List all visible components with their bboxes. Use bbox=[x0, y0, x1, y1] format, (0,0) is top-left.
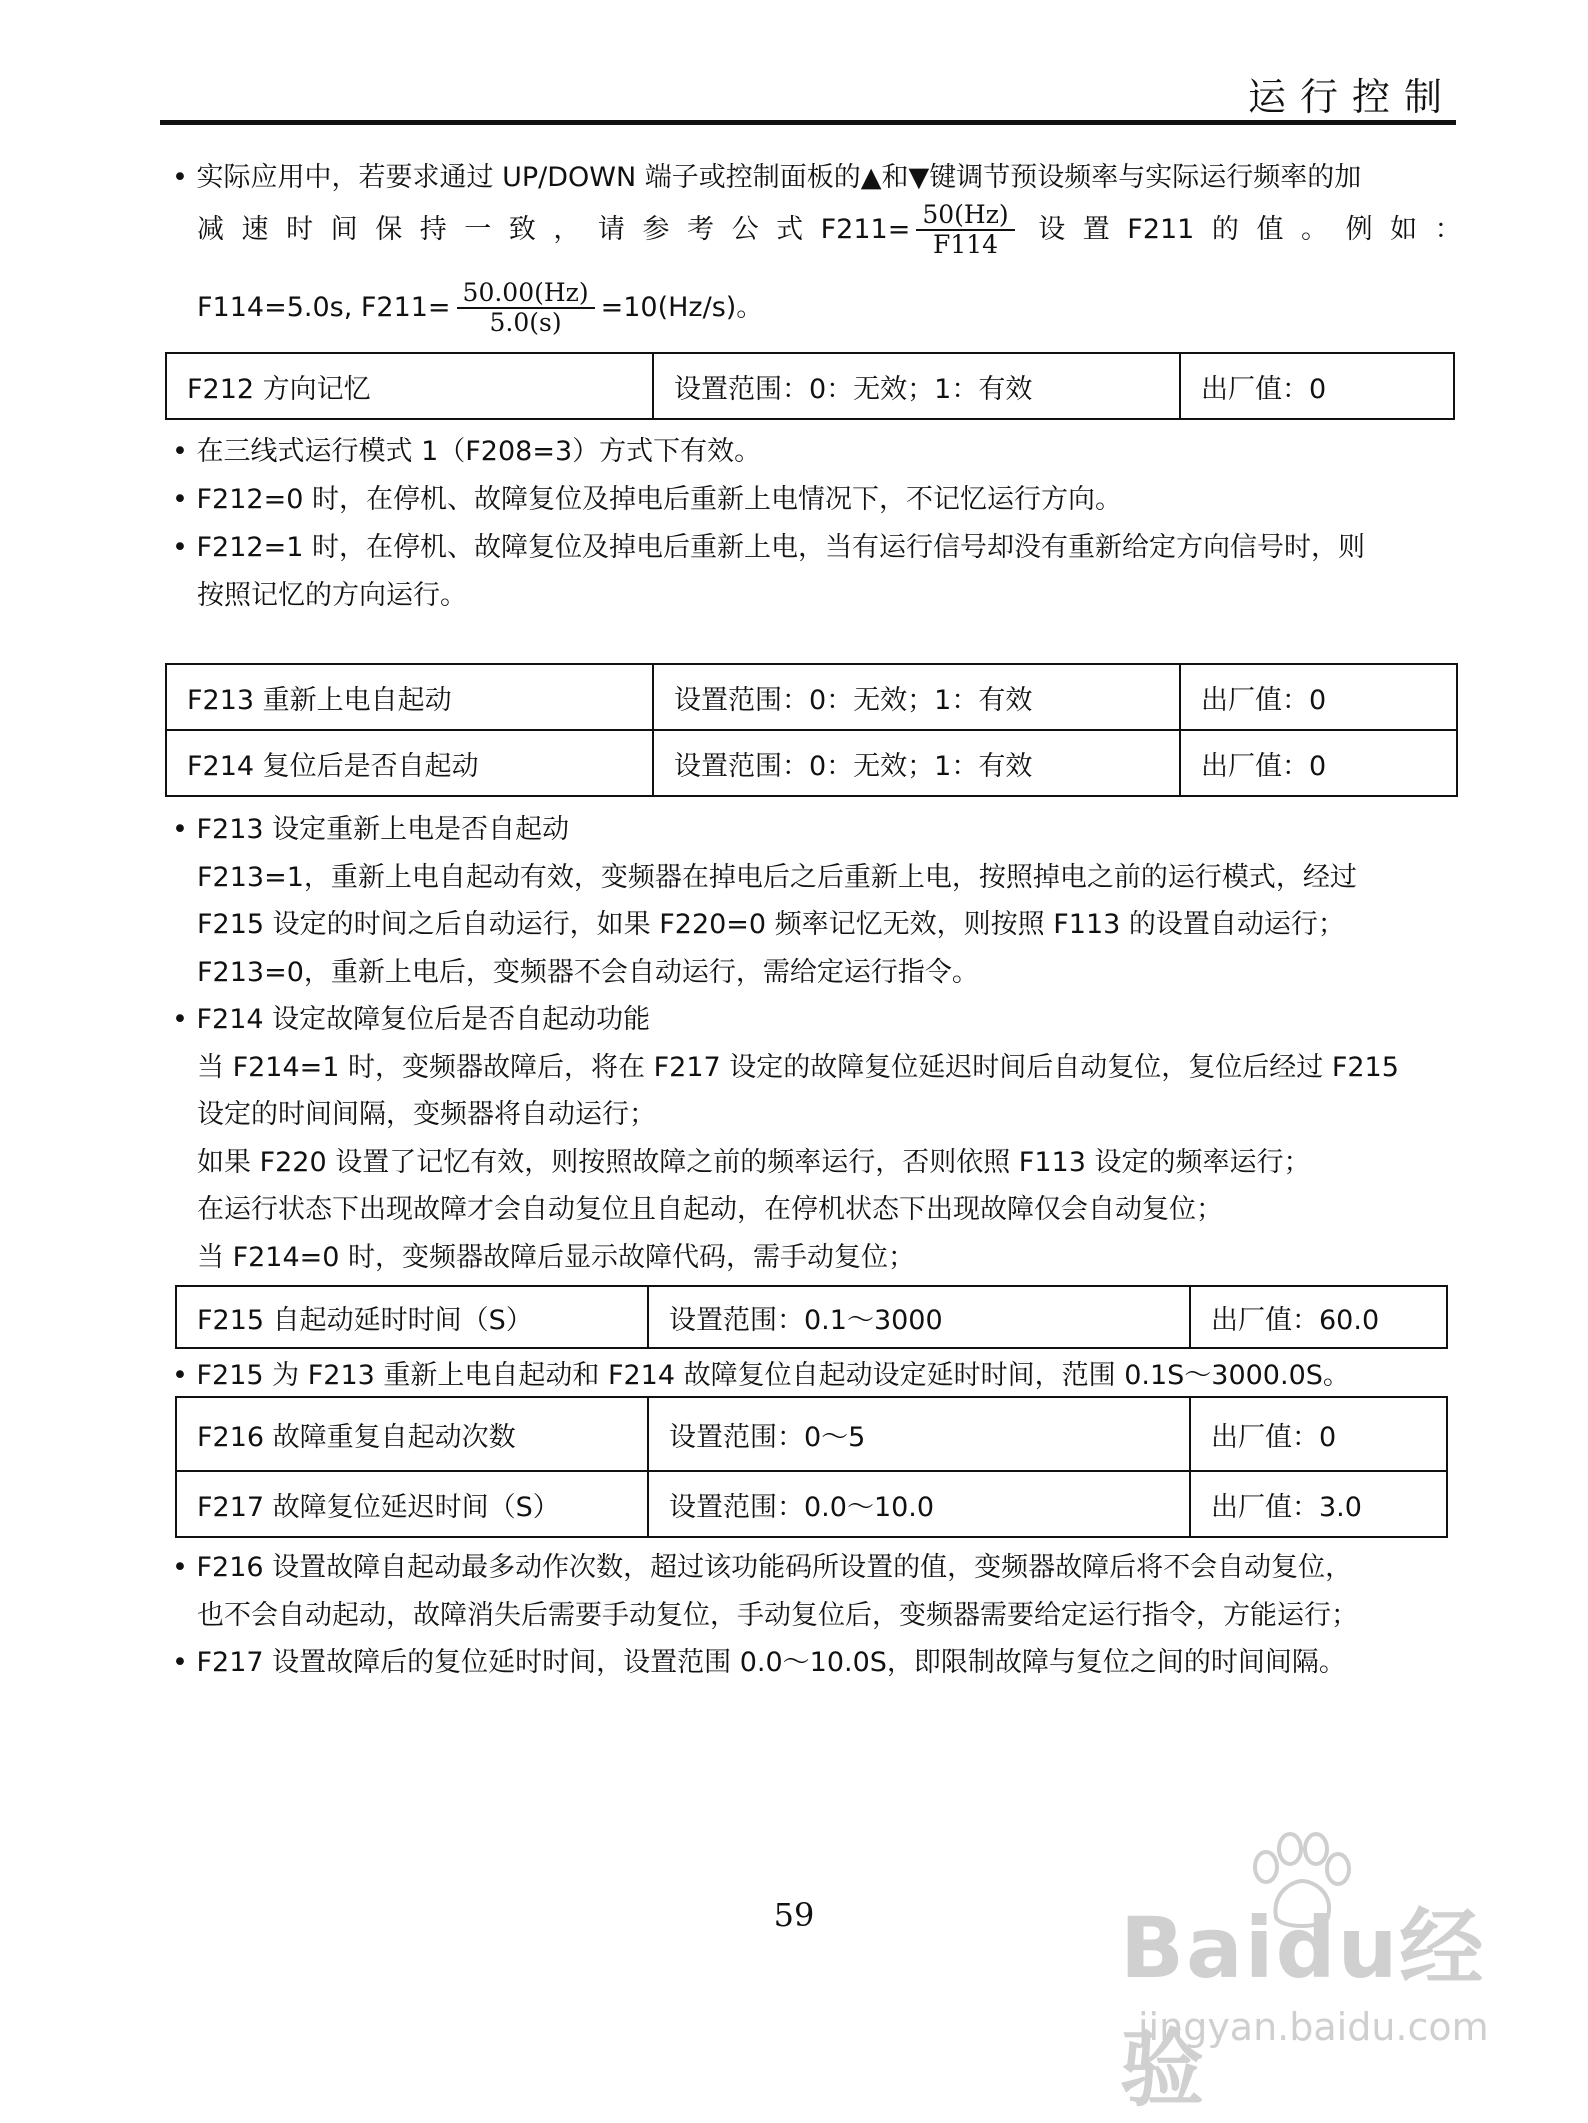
intro-word: 如 bbox=[1390, 214, 1418, 245]
baidu-watermark bbox=[1120, 1825, 1500, 2118]
param-range-cell: 设置范围：0～5 bbox=[648, 1397, 1190, 1471]
fraction-numerator: 50.00(Hz) bbox=[457, 279, 595, 309]
intro-word: 参 bbox=[642, 214, 670, 245]
table-row bbox=[166, 730, 1457, 796]
param-name-cell: F214 复位后是否自起动 bbox=[166, 730, 653, 796]
watermark-url-text: jingyan.baidu.com bbox=[1138, 2005, 1489, 2049]
intro-word: 请 bbox=[597, 214, 625, 245]
intro-word: 设 bbox=[1038, 214, 1066, 245]
param-name-cell: F217 故障复位延迟时间（S） bbox=[176, 1471, 648, 1537]
note-line: • F212=0 时，在停机、故障复位及掉电后重新上电情况下，不记忆运行方向。 bbox=[172, 484, 1122, 515]
intro-line-2 bbox=[197, 200, 1462, 260]
fraction bbox=[916, 201, 1014, 259]
param-default-cell: 出厂值：0 bbox=[1180, 664, 1457, 730]
note-line: • 在三线式运行模式 1（F208=3）方式下有效。 bbox=[172, 436, 762, 467]
watermark-logo-text: Baidu经验 bbox=[1120, 1899, 1486, 2118]
note-line: 如果 F220 设置了记忆有效，则按照故障之前的频率运行，否则依照 F113 设定的频率运行； bbox=[197, 1147, 1311, 1178]
note-line: 当 F214=1 时，变频器故障后，将在 F217 设定的故障复位延迟时间后自动复位，复位后经过 F215 bbox=[197, 1052, 1399, 1083]
param-default-cell: 出厂值：0 bbox=[1180, 730, 1457, 796]
intro-word: 例 bbox=[1345, 214, 1373, 245]
note-line: • F217 设置故障后的复位延时时间，设置范围 0.0～10.0S，即限制故障与复位之间的时间间隔。 bbox=[172, 1647, 1346, 1678]
param-table-f213-f214 bbox=[165, 663, 1458, 797]
fraction-denominator: F114 bbox=[932, 230, 999, 259]
table-row bbox=[166, 664, 1457, 730]
fraction-numerator: 50(Hz) bbox=[916, 201, 1014, 231]
param-range-cell: 设置范围：0.1～3000 bbox=[648, 1286, 1190, 1348]
intro-word: 一 bbox=[464, 214, 492, 245]
note-line: 按照记忆的方向运行。 bbox=[197, 580, 467, 611]
intro-line-1: • 实际应用中，若要求通过 UP/DOWN 端子或控制面板的▲和▼键调节预设频率与实际运行频率的加 bbox=[172, 162, 1362, 193]
param-default-cell: 出厂值：3.0 bbox=[1190, 1471, 1447, 1537]
note-line: 设定的时间间隔，变频器将自动运行； bbox=[197, 1099, 656, 1130]
param-default-cell: 出厂值：0 bbox=[1180, 353, 1454, 419]
table-row bbox=[176, 1397, 1447, 1471]
header-rule bbox=[160, 120, 1456, 125]
param-range-cell: 设置范围：0：无效；1：有效 bbox=[653, 730, 1180, 796]
intro-word: 致 bbox=[508, 214, 536, 245]
param-default-cell: 出厂值：60.0 bbox=[1190, 1286, 1447, 1348]
note-line: 在运行状态下出现故障才会自动复位且自起动，在停机状态下出现故障仅会自动复位； bbox=[197, 1194, 1223, 1225]
param-name-cell: F213 重新上电自起动 bbox=[166, 664, 653, 730]
intro-word: ， bbox=[553, 214, 581, 245]
param-range-cell: 设置范围：0.0～10.0 bbox=[648, 1471, 1190, 1537]
table-row bbox=[176, 1286, 1447, 1348]
note-line: 当 F214=0 时，变频器故障后显示故障代码，需手动复位； bbox=[197, 1242, 916, 1273]
intro-word: 考 bbox=[687, 214, 715, 245]
param-range-cell: 设置范围：0：无效；1：有效 bbox=[653, 353, 1180, 419]
param-name-cell: F215 自起动延时时间（S） bbox=[176, 1286, 648, 1348]
intro-word: ： bbox=[1434, 214, 1462, 245]
param-name-cell: F216 故障重复自起动次数 bbox=[176, 1397, 648, 1471]
page-header-title: 运行控制 bbox=[1247, 75, 1456, 119]
intro-word: 公 bbox=[731, 214, 759, 245]
intro-word: F211 bbox=[1127, 214, 1195, 245]
intro-word: 。 bbox=[1301, 214, 1329, 245]
intro-word: 减 bbox=[197, 214, 224, 245]
note-line: F213=0，重新上电后，变频器不会自动运行，需给定运行指令。 bbox=[197, 957, 979, 988]
table-row bbox=[176, 1471, 1447, 1537]
intro-word: 时 bbox=[286, 214, 314, 245]
fraction bbox=[457, 279, 595, 337]
param-table-f215 bbox=[175, 1285, 1448, 1349]
param-name-cell: F212 方向记忆 bbox=[166, 353, 653, 419]
intro-word: 式 bbox=[776, 214, 804, 245]
intro-word: 的 bbox=[1211, 214, 1239, 245]
note-line: 也不会自动起动，故障消失后需要手动复位，手动复位后，变频器需要给定运行指令，方能运行； bbox=[197, 1600, 1358, 1631]
intro-line-3 bbox=[197, 278, 763, 338]
intro-word: 保 bbox=[375, 214, 403, 245]
param-default-cell: 出厂值：0 bbox=[1190, 1397, 1447, 1471]
param-table-f212 bbox=[165, 352, 1455, 420]
intro-word: 置 bbox=[1082, 214, 1110, 245]
formula-suffix: =10(Hz/s)。 bbox=[600, 292, 764, 323]
fraction-denominator: 5.0(s) bbox=[489, 308, 562, 337]
formula-f211 bbox=[821, 201, 1021, 259]
note-line: F213=1，重新上电自起动有效，变频器在掉电后之后重新上电，按照掉电之前的运行模式，经过 bbox=[197, 862, 1357, 893]
intro-word: 值 bbox=[1256, 214, 1284, 245]
note-line: • F215 为 F213 重新上电自起动和 F214 故障复位自起动设定延时时间，范围 0.1S～3000.0S。 bbox=[172, 1360, 1350, 1391]
note-line: F215 设定的时间之后自动运行，如果 F220=0 频率记忆无效，则按照 F113 的设置自动运行； bbox=[197, 909, 1345, 940]
table-row bbox=[166, 353, 1454, 419]
note-line: • F213 设定重新上电是否自起动 bbox=[172, 814, 570, 845]
intro-word: 持 bbox=[419, 214, 447, 245]
page-number: 59 bbox=[773, 1896, 815, 1934]
formula-prefix: F114=5.0s, F211= bbox=[197, 292, 451, 323]
intro-word: 速 bbox=[241, 214, 269, 245]
param-range-cell: 设置范围：0：无效；1：有效 bbox=[653, 664, 1180, 730]
intro-word: 间 bbox=[330, 214, 358, 245]
param-table-f216-f217 bbox=[175, 1396, 1448, 1538]
note-line: • F212=1 时，在停机、故障复位及掉电后重新上电，当有运行信号却没有重新给定方向信号时，则 bbox=[172, 532, 1365, 563]
formula-prefix: F211= bbox=[820, 214, 911, 245]
note-line: • F216 设置故障自起动最多动作次数，超过该功能码所设置的值，变频器故障后将不会自动复位， bbox=[172, 1552, 1353, 1583]
note-line: • F214 设定故障复位后是否自起动功能 bbox=[172, 1004, 651, 1035]
